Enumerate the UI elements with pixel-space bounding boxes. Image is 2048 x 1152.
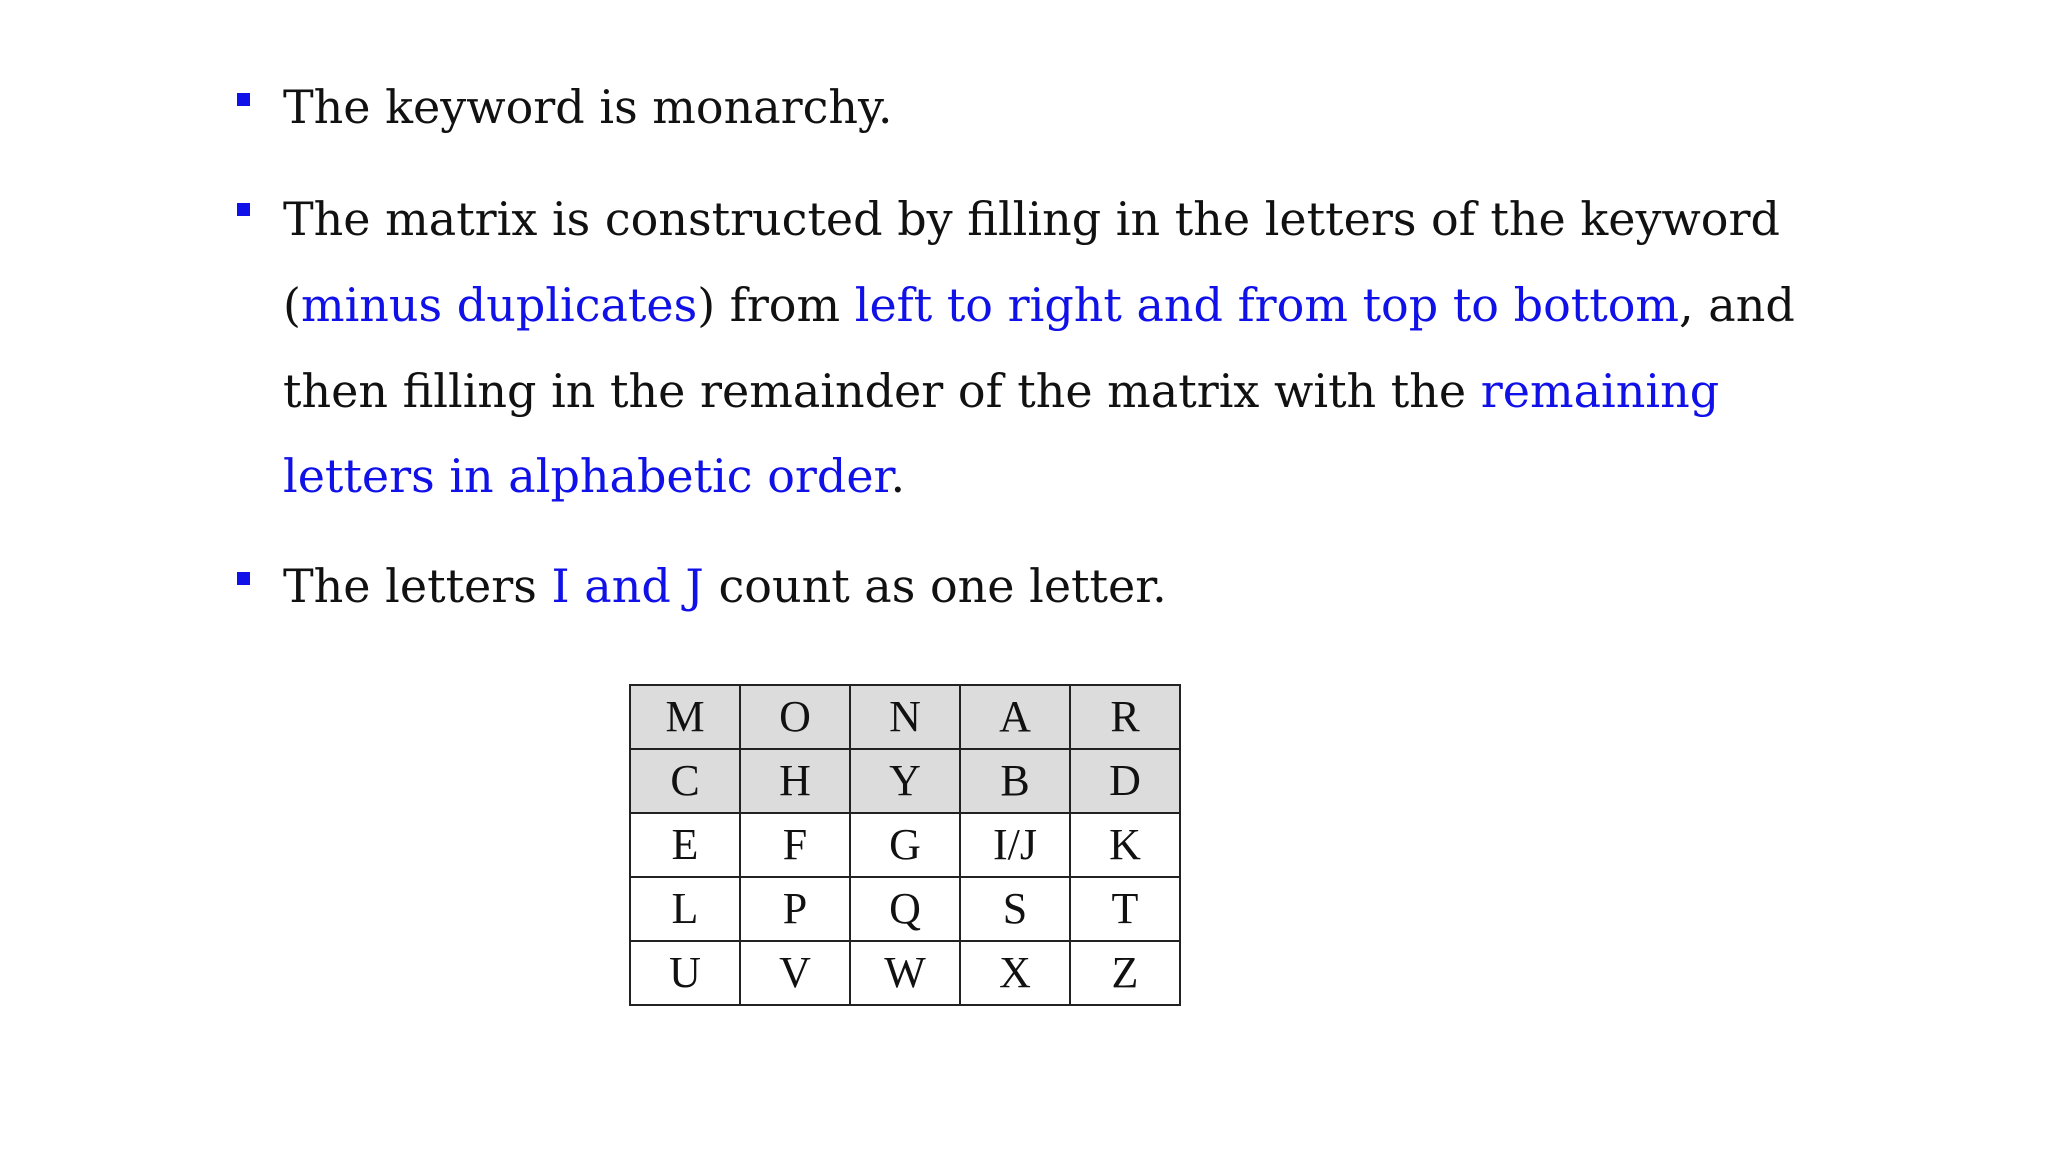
bullet-marker-3 — [237, 572, 250, 585]
matrix-cell: A — [960, 685, 1070, 749]
matrix-cell: Z — [1070, 941, 1180, 1005]
matrix-cell: Q — [850, 877, 960, 941]
matrix-row — [630, 685, 1180, 749]
bullet-2-line-2 — [283, 277, 1795, 333]
matrix-cell: R — [1070, 685, 1180, 749]
matrix-cell: D — [1070, 749, 1180, 813]
matrix-cell: U — [630, 941, 740, 1005]
bullet-2-line-3 — [283, 363, 1720, 419]
playfair-matrix — [629, 684, 1181, 1006]
bullet-2-line-4 — [283, 448, 905, 504]
bullet-2-line-1 — [283, 191, 1780, 247]
matrix-cell: X — [960, 941, 1070, 1005]
matrix-row — [630, 749, 1180, 813]
matrix-cell: S — [960, 877, 1070, 941]
bullet-3-text-segment: count as one letter. — [703, 559, 1167, 613]
matrix-row — [630, 941, 1180, 1005]
matrix-body — [630, 685, 1180, 1005]
matrix-cell: C — [630, 749, 740, 813]
matrix-cell: V — [740, 941, 850, 1005]
bullet-3-text — [283, 558, 1167, 614]
matrix-cell: E — [630, 813, 740, 877]
matrix-cell: N — [850, 685, 960, 749]
matrix-row — [630, 877, 1180, 941]
bullet-2-text-segment: . — [890, 449, 906, 503]
matrix-cell: P — [740, 877, 850, 941]
matrix-cell: I/J — [960, 813, 1070, 877]
bullet-3-text-segment: The letters — [283, 559, 552, 613]
highlight-left-to-right: left to right and from top to bottom — [854, 278, 1680, 332]
bullet-2-text-segment: , and — [1679, 278, 1795, 332]
matrix-cell: L — [630, 877, 740, 941]
bullet-marker-2 — [237, 203, 250, 216]
matrix-cell: G — [850, 813, 960, 877]
matrix-cell: Y — [850, 749, 960, 813]
bullet-1-text: The keyword is monarchy. — [283, 80, 893, 134]
matrix-cell: O — [740, 685, 850, 749]
bullet-2-text-segment: then filling in the remainder of the matrix with the — [283, 364, 1481, 418]
matrix-cell: B — [960, 749, 1070, 813]
bullet-2-text-segment: ) from — [697, 278, 855, 332]
highlight-remaining: remaining — [1480, 364, 1720, 418]
bullet-2-text-segment: ( — [283, 278, 301, 332]
matrix-cell: K — [1070, 813, 1180, 877]
matrix-cell: F — [740, 813, 850, 877]
highlight-i-and-j: I and J — [551, 559, 704, 613]
highlight-alphabetic-order: letters in alphabetic order — [283, 449, 891, 503]
bullet-marker-1 — [237, 93, 250, 106]
highlight-minus-duplicates: minus duplicates — [300, 278, 698, 332]
matrix-cell: H — [740, 749, 850, 813]
bullet-2-text-segment: The matrix is constructed by filling in the letters of the keyword — [283, 192, 1780, 246]
matrix-cell: M — [630, 685, 740, 749]
matrix-row — [630, 813, 1180, 877]
matrix-cell: T — [1070, 877, 1180, 941]
matrix-cell: W — [850, 941, 960, 1005]
